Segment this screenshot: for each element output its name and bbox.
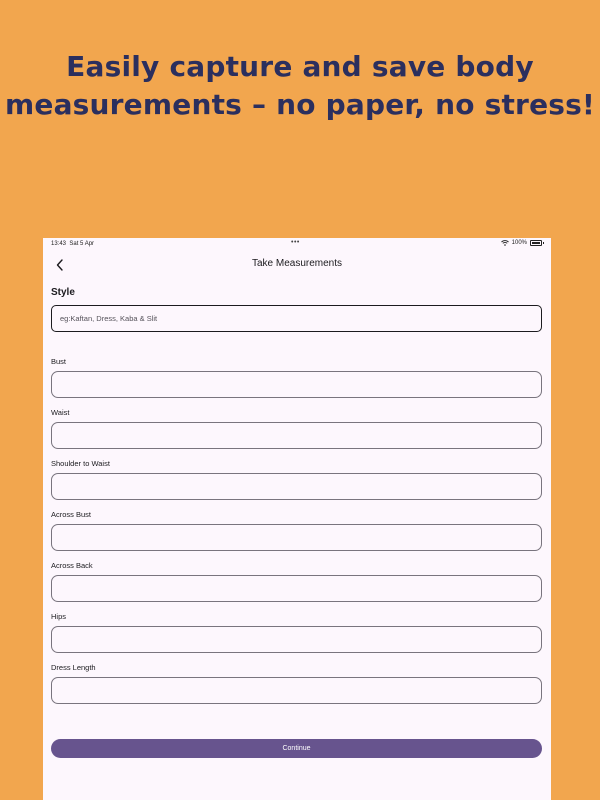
dress-length-label: Dress Length (51, 663, 96, 672)
promo-headline-line-2: measurements – no paper, no stress! (5, 88, 595, 121)
continue-button[interactable]: Continue (51, 739, 542, 758)
style-label: Style (51, 287, 75, 298)
dress-length-input[interactable] (51, 677, 542, 704)
promo-headline (0, 48, 600, 124)
across-back-input[interactable] (51, 575, 542, 602)
waist-label: Waist (51, 408, 70, 417)
battery-icon (530, 240, 542, 246)
status-indicators (501, 240, 542, 246)
shoulder-to-waist-label: Shoulder to Waist (51, 459, 110, 468)
battery-percent: 100% (511, 240, 527, 246)
status-date: Sat 5 Apr (69, 241, 95, 247)
device-screen (43, 238, 551, 800)
waist-input[interactable] (51, 422, 542, 449)
across-back-label: Across Back (51, 561, 93, 570)
status-time: 13:43 (51, 241, 67, 247)
bust-label: Bust (51, 357, 67, 366)
hips-label: Hips (51, 612, 67, 621)
status-bar (43, 238, 551, 252)
status-time-date (51, 241, 94, 247)
wifi-icon (501, 240, 509, 246)
across-bust-input[interactable] (51, 524, 542, 551)
bust-input[interactable] (51, 371, 542, 398)
shoulder-to-waist-input[interactable] (51, 473, 542, 500)
promo-headline-line-1: Easily capture and save body (66, 50, 534, 83)
style-input[interactable] (51, 305, 542, 332)
across-bust-label: Across Bust (51, 510, 92, 519)
hips-input[interactable] (51, 626, 542, 653)
page-title: Take Measurements (251, 258, 343, 269)
multitasking-dots-icon[interactable]: ••• (291, 239, 300, 246)
